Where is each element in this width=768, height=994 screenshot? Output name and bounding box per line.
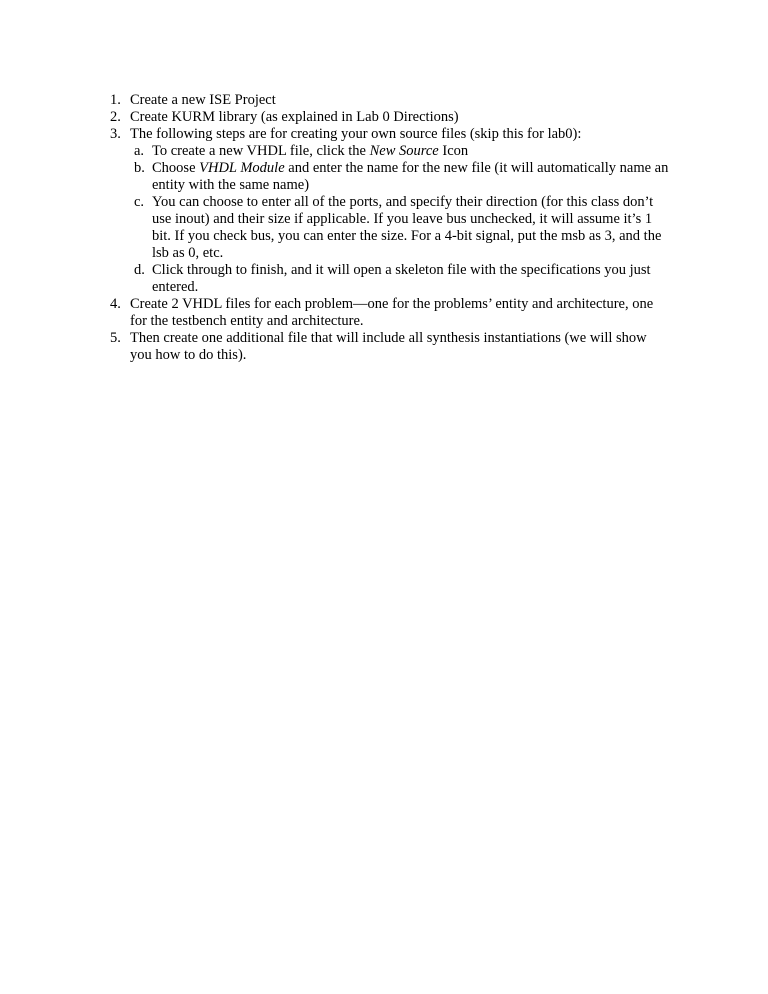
list-item: [110, 126, 670, 143]
sub-item-letter: a.: [134, 143, 145, 159]
list-item: [110, 92, 670, 109]
sub-item-letter: c.: [134, 194, 145, 210]
sub-item-text-post: Icon: [438, 143, 469, 159]
item-number: 5.: [110, 330, 121, 346]
item-number: 4.: [110, 296, 121, 312]
list-item: [110, 330, 670, 364]
list-item: [110, 296, 670, 330]
sub-list: [110, 143, 670, 296]
sub-list-item: [110, 160, 670, 194]
sub-item-text-emphasis: VHDL Module: [199, 160, 285, 176]
item-number: 1.: [110, 92, 121, 108]
sub-list-item: [110, 143, 670, 160]
sub-item-text-pre: To create a new VHDL file, click the: [152, 143, 370, 159]
item-number: 3.: [110, 126, 121, 142]
sub-list-item: [110, 194, 670, 262]
instruction-list: [110, 92, 670, 364]
item-text: The following steps are for creating your own source files (skip this for lab0):: [130, 126, 582, 142]
sub-item-text-post: and enter the name for the new file (it will automatically name an entity with the same name): [152, 160, 669, 193]
item-text: Create a new ISE Project: [130, 92, 276, 108]
sub-item-text: You can choose to enter all of the ports, and specify their direction (for this class don’t use inout) and their size if applicable. If you leave bus unchecked, it will assume it’s 1 bit. If you check bus, you can enter the size. For a 4-bit signal, put the msb as 3, and the lsb as 0, etc.: [152, 194, 662, 261]
sub-item-letter: d.: [134, 262, 145, 278]
item-text: Then create one additional file that will include all synthesis instantiations (we will show you how to do this).: [130, 330, 647, 363]
item-text: Create 2 VHDL files for each problem—one for the problems’ entity and architecture, one for the testbench entity and architecture.: [130, 296, 654, 329]
list-item: [110, 109, 670, 126]
sub-item-text: Click through to finish, and it will open a skeleton file with the specifications you just entered.: [152, 262, 651, 295]
sub-item-letter: b.: [134, 160, 145, 176]
sub-item-text-emphasis: New Source: [369, 143, 439, 159]
sub-list-item: [110, 262, 670, 296]
sub-item-text-pre: Choose: [152, 160, 200, 176]
item-text: Create KURM library (as explained in Lab 0 Directions): [130, 109, 459, 125]
item-number: 2.: [110, 109, 121, 125]
